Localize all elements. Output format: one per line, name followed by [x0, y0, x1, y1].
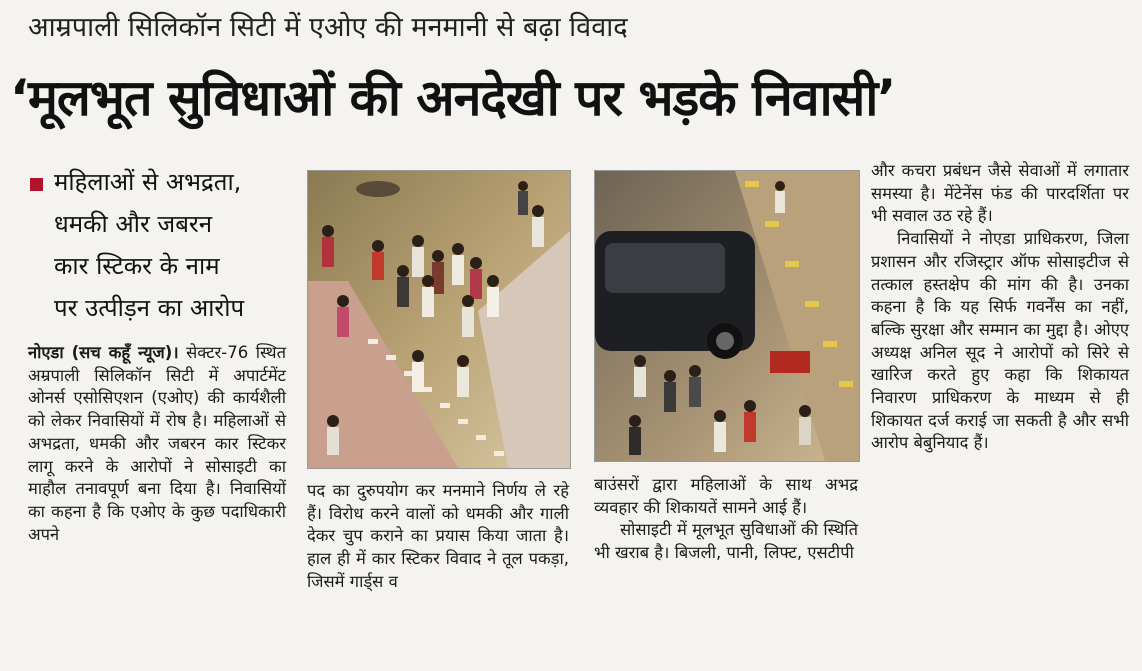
main-headline: ‘मूलभूत सुविधाओं की अनदेखी पर भड़के निवासी’ [10, 69, 896, 127]
article-paragraph: निवासियों ने नोएडा प्राधिकरण, जिला प्रशासन और रजिस्ट्रार ऑफ सोसाइटीज से तत्काल हस्तक्षेप की मांग की है। उनका कहना है कि यह सिर्फ गवर्नेंस का नहीं, बल्कि सुरक्षा और सम्मान का मुद्दा है। ओएए अध्यक्ष अनिल सूद ने आरोपों को सिरे से खारिज करते हुए कहा कि शिकायत निवारण प्राधिकरण के माध्यम से ही शिकायत दर्ज कराई जा सकती है और सभी आरोप बेबुनियाद हैं। [871, 229, 1129, 453]
highlight-line: महिलाओं से अभद्रता, [54, 168, 242, 196]
article-column-2 [307, 480, 569, 594]
kicker-headline: आम्रपाली सिलिकॉन सिटी में एओए की मनमानी से बढ़ा विवाद [28, 12, 628, 43]
highlight-box [20, 160, 290, 335]
dateline: नोएडा (सच कहूँ न्यूज)। [28, 343, 179, 362]
article-column-1 [28, 342, 286, 546]
news-photo-car [594, 170, 860, 462]
news-photo-crowd [307, 170, 571, 469]
article-paragraph: बाउंसरों द्वारा महिलाओं के साथ अभद्र व्यवहार की शिकायतें सामने आई हैं। [594, 475, 858, 517]
highlight-line: पर उत्पीड़न का आरोप [54, 294, 245, 322]
red-bullet-icon [30, 178, 43, 191]
article-paragraph: और कचरा प्रबंधन जैसे सेवाओं में लगातार समस्या है। मेंटेनेंस फंड की पारदर्शिता पर भी सवाल उठ रहे हैं। [871, 161, 1129, 226]
highlight-line: कार स्टिकर के नाम [54, 252, 220, 280]
article-paragraph: सोसाइटी में मूलभूत सुविधाओं की स्थिति भी खराब है। बिजली, पानी, लिफ्ट, एसटीपी [594, 520, 858, 563]
article-text: सेक्टर-76 स्थित अम्रपाली सिलिकॉन सिटी में अपार्टमेंट ओनर्स एसोसिएशन (एओए) की कार्यशैली को लेकर निवासियों में रोष है। महिलाओं से अभद्रता, धमकी और जबरन कार स्टिकर लागू करने के आरोपों ने सोसाइटी का माहौल तनावपूर्ण बना दिया है। निवासियों का कहना है कि एओए के कुछ पदाधिकारी अपने [28, 343, 287, 544]
article-column-4 [871, 160, 1129, 455]
highlight-line: धमकी और जबरन [54, 210, 213, 238]
article-column-3 [594, 474, 858, 565]
article-text: पद का दुरुपयोग कर मनमाने निर्णय ले रहे हैं। विरोध करने वालों को धमकी और गाली देकर चुप कराने का प्रयास किया जाता है। हाल ही में कार स्टिकर विवाद ने तूल पकड़ा, जिसमें गार्ड्स व [307, 481, 569, 591]
